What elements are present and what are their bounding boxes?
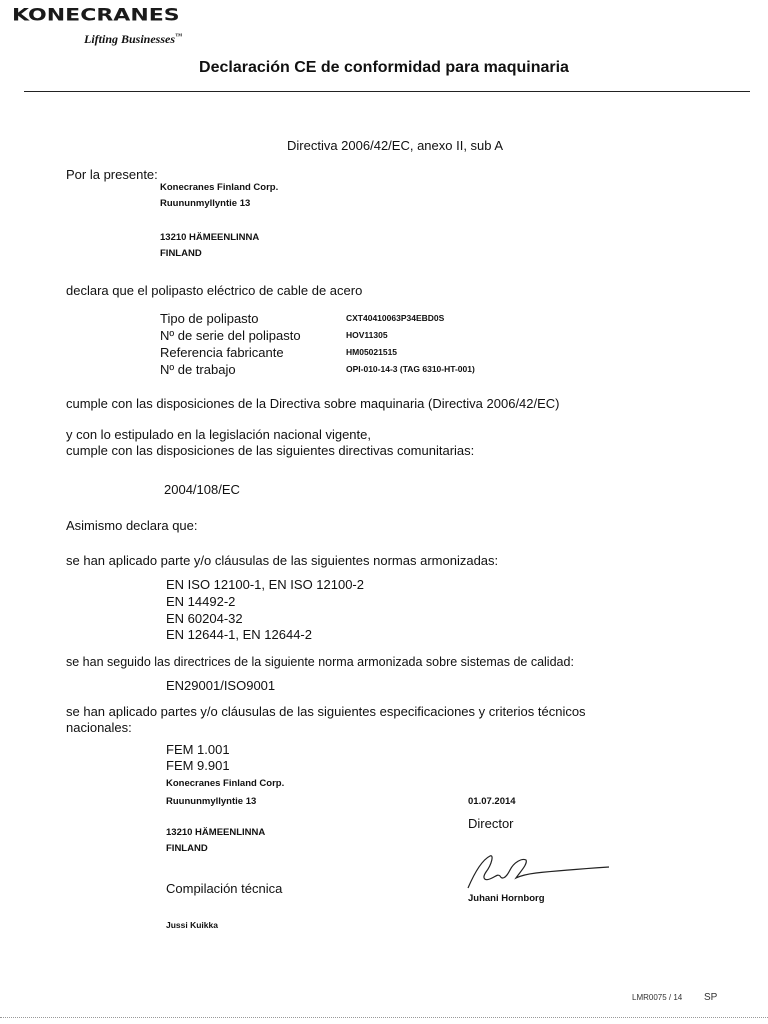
- title-divider: [24, 91, 750, 92]
- spec-value: HOV11305: [346, 330, 388, 340]
- also-declares: Asimismo declara que:: [66, 518, 198, 533]
- harmonized-standard: EN ISO 12100-1, EN ISO 12100-2: [166, 577, 364, 592]
- trademark-mark: ™: [175, 32, 183, 40]
- language-code: SP: [704, 992, 718, 1003]
- signatory-company-name: Konecranes Finland Corp.: [166, 778, 285, 789]
- manufacturer-name: Konecranes Finland Corp.: [160, 182, 279, 193]
- quality-standard: EN29001/ISO9001: [166, 678, 276, 693]
- harmonized-intro: se han aplicado parte y/o cláusulas de las siguientes normas armonizadas:: [66, 553, 499, 568]
- handwritten-signature: [464, 852, 614, 892]
- national-specs-intro-cont: nacionales:: [66, 720, 132, 735]
- harmonized-standard: EN 60204-32: [166, 611, 243, 626]
- technical-file-person: Jussi Kuikka: [166, 920, 218, 930]
- manufacturer-country: FINLAND: [160, 248, 202, 259]
- manufacturer-street: Ruununmyllyntie 13: [160, 198, 251, 209]
- tagline-text: Lifting Businesses: [84, 32, 176, 46]
- harmonized-standard: EN 12644-1, EN 12644-2: [166, 627, 312, 642]
- manufacturer-city: 13210 HÄMEENLINNA: [160, 232, 260, 243]
- harmonized-standard: EN 14492-2: [166, 594, 236, 609]
- technical-file-label: Compilación técnica: [166, 881, 283, 896]
- company-logo: KONECRANES: [12, 6, 180, 25]
- spec-label: Tipo de polipasto: [160, 311, 259, 326]
- national-spec: FEM 1.001: [166, 742, 230, 757]
- signer-name: Juhani Hornborg: [468, 893, 545, 904]
- spec-label: Nº de trabajo: [160, 362, 236, 377]
- document-title: Declaración CE de conformidad para maquinaria: [199, 59, 569, 76]
- community-directives-intro: cumple con las disposiciones de las siguientes directivas comunitarias:: [66, 443, 475, 458]
- national-specs-intro: se han aplicado partes y/o cláusulas de las siguientes especificaciones y criterios técnicos: [66, 704, 586, 719]
- spec-value: OPI-010-14-3 (TAG 6310-HT-001): [346, 364, 475, 374]
- national-legislation: y con lo estipulado en la legislación nacional vigente,: [66, 427, 371, 442]
- quality-intro: se han seguido las directrices de la siguiente norma armonizada sobre sistemas de calidad:: [66, 655, 574, 669]
- scan-edge-dots: [0, 1017, 768, 1018]
- intro-text: Por la presente:: [66, 167, 158, 182]
- spec-value: CXT40410063P34EBD0S: [346, 313, 445, 323]
- spec-label: Nº de serie del polipasto: [160, 328, 301, 343]
- form-code: LMR0075 / 14: [632, 993, 683, 1002]
- spec-label: Referencia fabricante: [160, 345, 284, 360]
- spec-value: HM05021515: [346, 347, 398, 357]
- signatory-company-city: 13210 HÄMEENLINNA: [166, 827, 266, 838]
- signatory-company-country: FINLAND: [166, 843, 208, 854]
- national-spec: FEM 9.901: [166, 758, 230, 773]
- directive-reference: Directiva 2006/42/EC, anexo II, sub A: [287, 138, 504, 153]
- declares-text: declara que el polipasto eléctrico de cable de acero: [66, 283, 363, 298]
- community-directive: 2004/108/EC: [164, 482, 240, 497]
- machinery-compliance: cumple con las disposiciones de la Directiva sobre maquinaria (Directiva 2006/42/EC): [66, 396, 560, 411]
- logo-tagline: [84, 32, 182, 47]
- signature-date: 01.07.2014: [468, 796, 516, 807]
- signer-role: Director: [468, 816, 514, 831]
- signatory-company-street: Ruununmyllyntie 13: [166, 796, 257, 807]
